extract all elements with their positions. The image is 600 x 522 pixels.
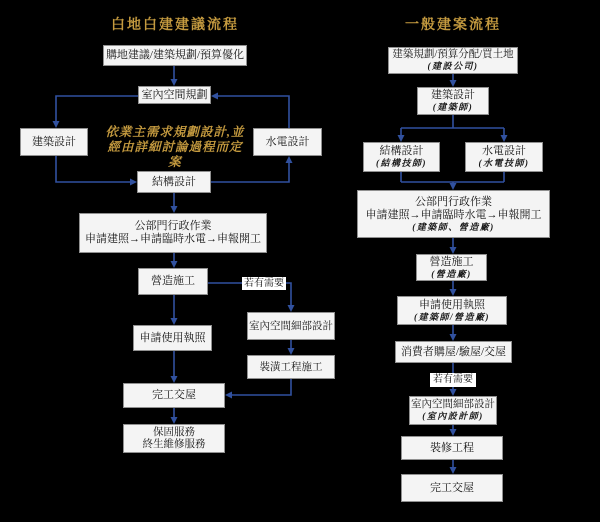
node-use-permit <box>133 325 212 351</box>
node-fitout-work <box>247 355 335 379</box>
node-interior-detail-design <box>247 312 335 340</box>
node-warranty-service <box>123 424 225 453</box>
node-role-label: (建築師、營造廠) <box>412 221 495 232</box>
node-label: 水電設計 <box>265 135 310 148</box>
node-consumer-purchase <box>395 341 512 363</box>
node-label: 建築設計 <box>431 89 475 101</box>
node-handover-left <box>123 383 225 408</box>
arrow-fitout-to-handover <box>231 379 291 395</box>
right-flow-title: 一般建案流程 <box>405 18 501 33</box>
node-label: 終生維修服務 <box>142 438 206 450</box>
node-government-admin <box>79 213 267 253</box>
if-needed-note-left: 若有需要 <box>244 277 284 289</box>
node-label: 水電設計 <box>482 145 526 157</box>
node-label: 裝潢工程施工 <box>259 361 323 373</box>
node-label: 裝修工程 <box>430 441 474 454</box>
node-role-label: (營造廠) <box>431 268 472 279</box>
node-construction-work <box>138 268 208 295</box>
node-role-label: (水電技師) <box>478 158 530 168</box>
node-role-label: (建設公司) <box>427 61 479 71</box>
node-role-label: (室內設計師) <box>422 411 484 421</box>
node-project-plan <box>388 47 518 74</box>
node-role-label: (結構技師) <box>376 158 427 168</box>
node-label: 購地建議/建築規劃/預算優化 <box>105 49 245 61</box>
node-label: 申請建照→申請臨時水電→申報開工 <box>365 208 542 221</box>
node-label: 公部門行政作業 <box>134 220 212 232</box>
left-flow-title: 白地白建建議流程 <box>111 18 239 33</box>
node-r-architecture-design <box>417 87 489 115</box>
node-structure-design <box>137 171 211 193</box>
node-r-government-admin <box>357 190 550 238</box>
if-needed-note-right: 若有需要 <box>430 373 476 387</box>
node-label: 公部門行政作業 <box>415 195 492 208</box>
node-r-structure-design <box>363 142 440 172</box>
node-label: 營造施工 <box>429 255 474 268</box>
node-label: 室內空間細部設計 <box>249 320 333 332</box>
node-land-purchase-advice <box>103 45 247 66</box>
node-label: 營造施工 <box>151 275 195 287</box>
node-handover-right <box>401 474 503 502</box>
node-label: 室內空間規劃 <box>141 88 208 101</box>
node-label: 消費者購屋/驗屋/交屋 <box>400 345 507 358</box>
node-interior-space-plan <box>138 86 211 104</box>
node-mep-design <box>253 128 322 156</box>
node-r-use-permit <box>397 296 507 325</box>
node-r-mep-design <box>465 142 543 172</box>
node-label: 保固服務 <box>153 426 195 438</box>
node-label: 結構設計 <box>379 145 424 157</box>
node-label: 申請建照→申請臨時水電→申報開工 <box>85 233 261 245</box>
node-label: 建築設計 <box>32 135 76 148</box>
node-label: 完工交屋 <box>430 481 474 494</box>
node-renovation-work <box>401 436 503 460</box>
node-architecture-design <box>20 128 88 156</box>
node-role-label: (建築師/營造廠) <box>414 311 490 322</box>
node-r-construction-work <box>416 254 487 281</box>
node-label: 建築規劃/預算分配/買土地 <box>392 49 514 60</box>
design-loop-annotation <box>103 125 247 170</box>
node-label: 完工交屋 <box>152 389 196 401</box>
node-label: 室內空間細部設計 <box>411 399 495 410</box>
node-label: 申請使用執照 <box>139 331 206 344</box>
node-role-label: (建築師) <box>432 102 474 112</box>
node-label: 結構設計 <box>152 175 196 188</box>
node-r-interior-detail-design <box>409 396 497 425</box>
annotation-line: 經由詳細討論過程而定案 <box>107 140 243 169</box>
arrow-mep-to-plan <box>217 96 289 128</box>
arrow-plan-to-arch <box>56 96 138 122</box>
annotation-line: 依業主需求規劃設計,並 <box>105 125 245 139</box>
node-label: 申請使用執照 <box>419 298 485 311</box>
